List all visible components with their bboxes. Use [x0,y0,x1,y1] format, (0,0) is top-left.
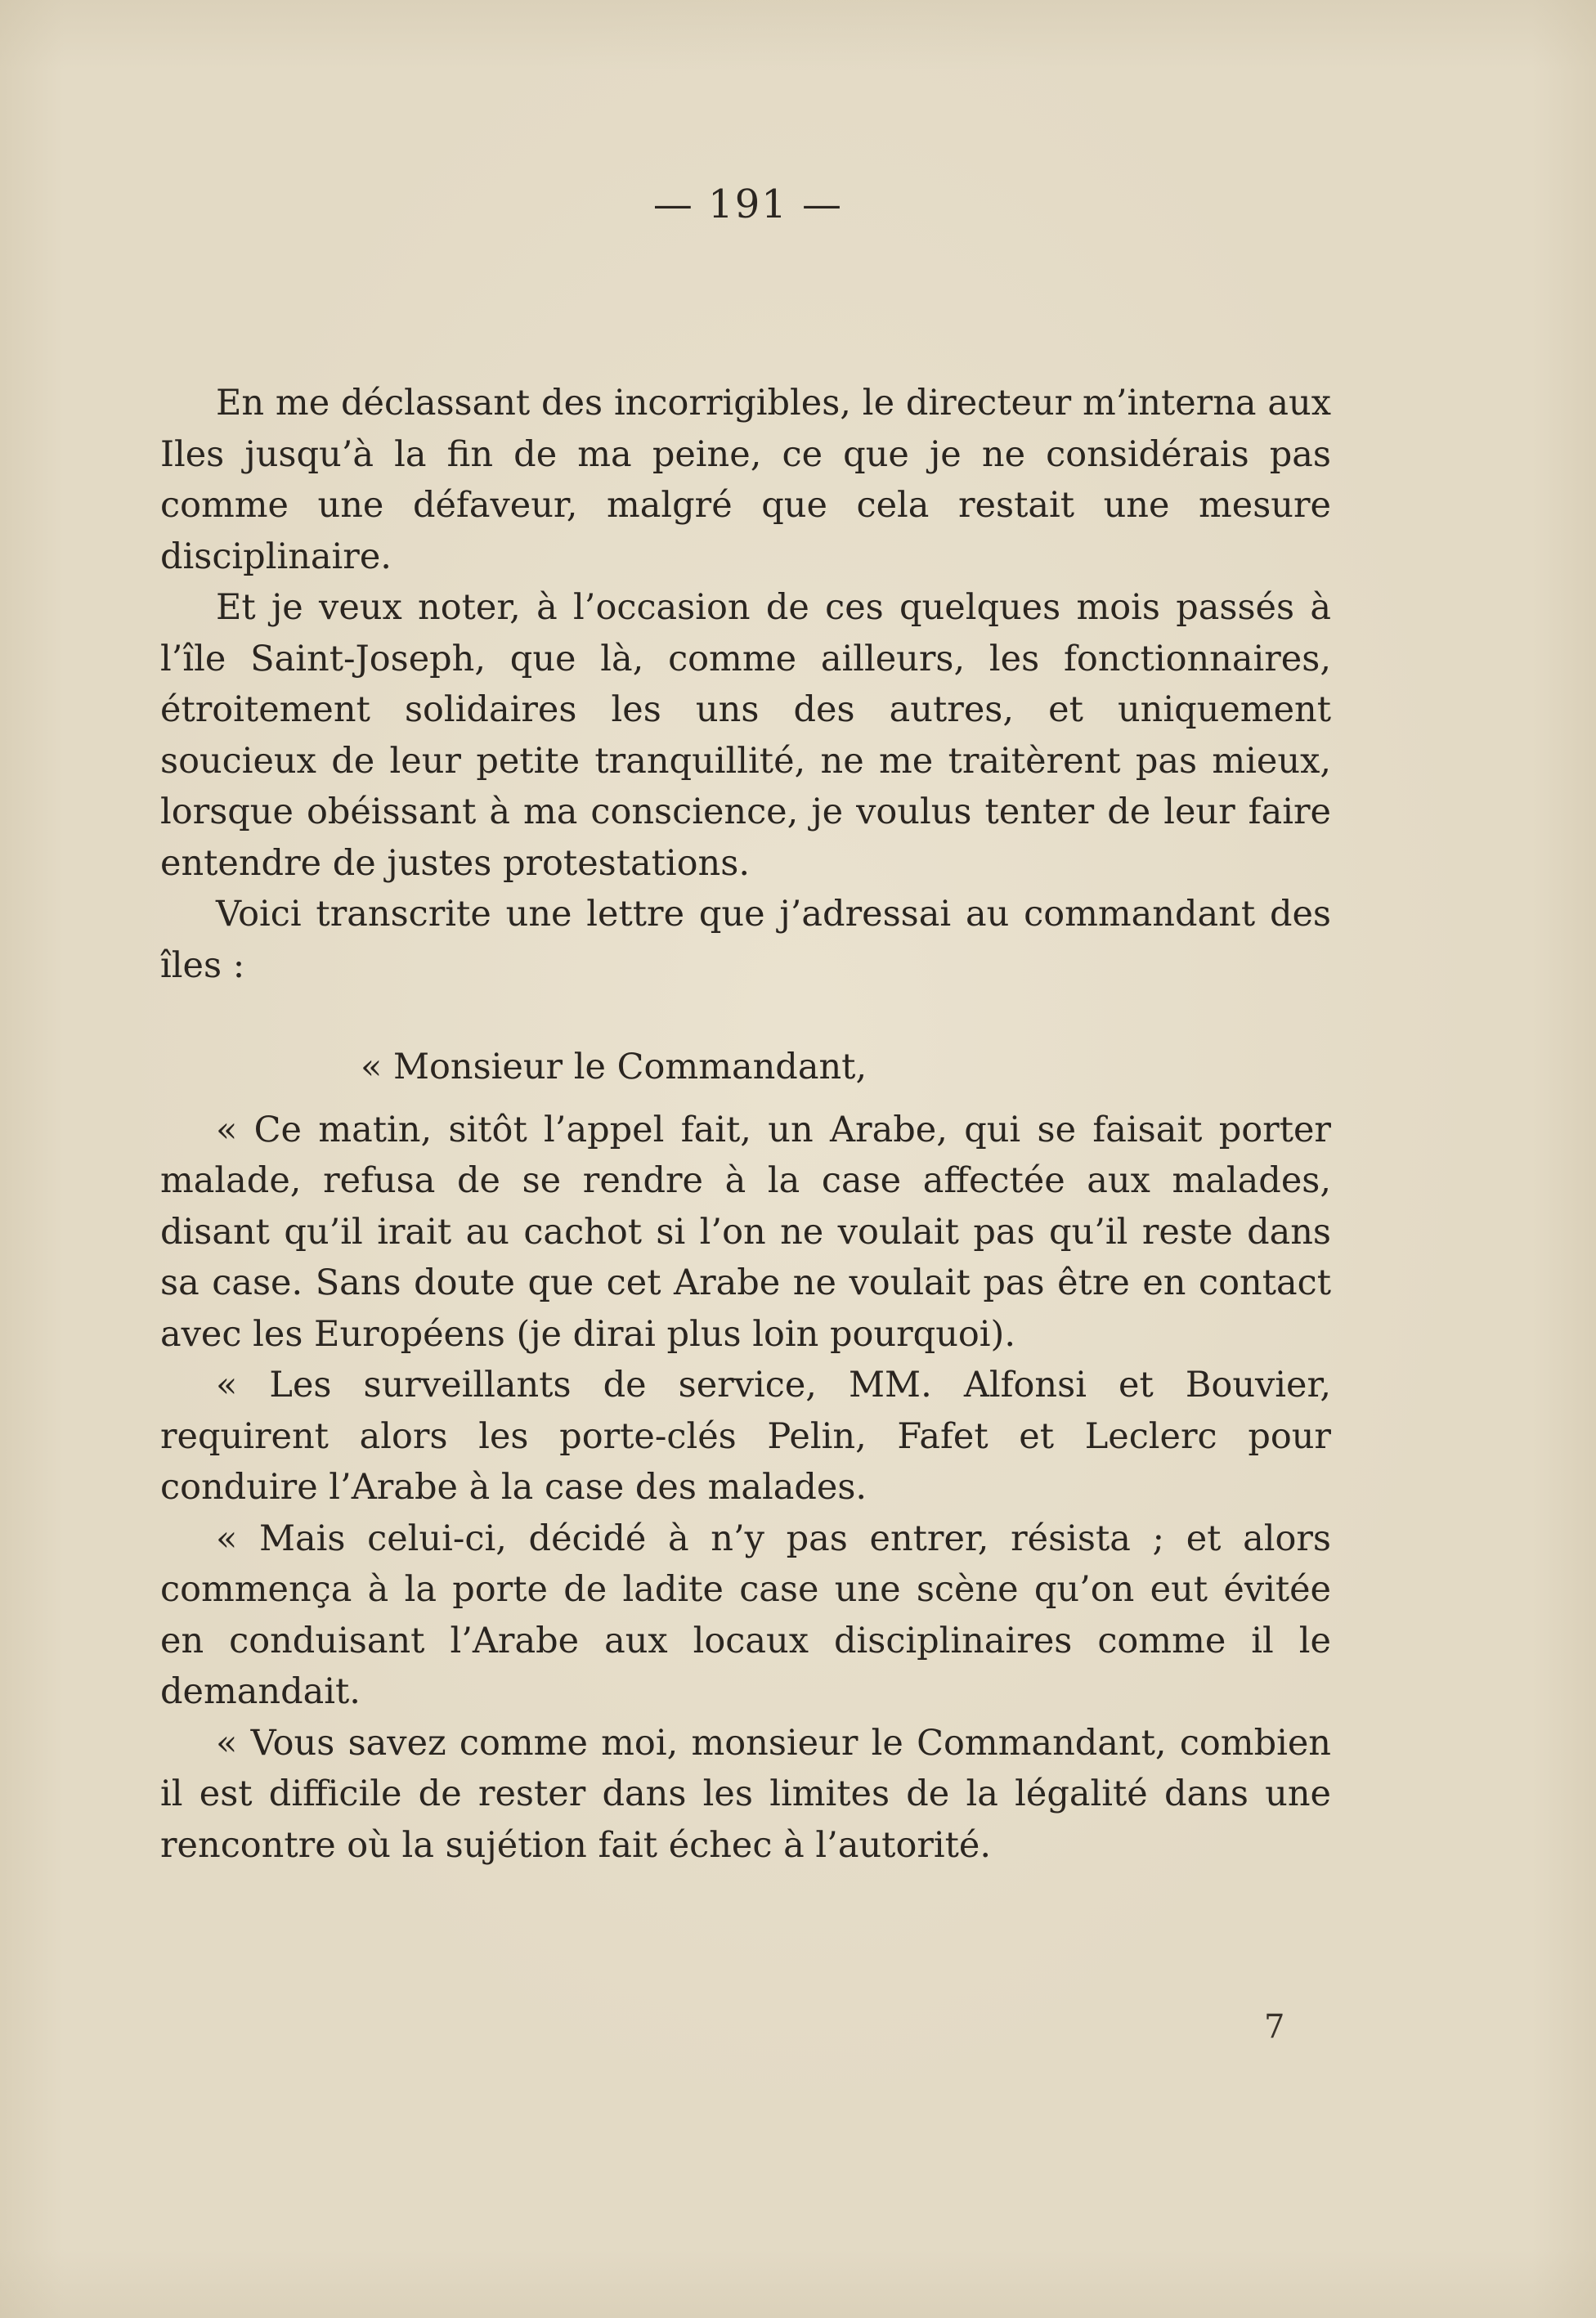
page-body [160,378,1331,1871]
letter-paragraph: « Vous savez comme moi, monsieur le Commandant, combien il est difficile de rester dans les limites de la légalité dans une rencontre où la sujétion fait échec à l’autorité. [160,1722,1331,1866]
letter-paragraph: « Ce matin, sitôt l’appel fait, un Arabe, qui se faisait porter malade, refusa de se rendre à la case affectée aux malades, disant qu’il irait au cachot si l’on ne voulait pas qu’il reste dans sa case. Sans doute que cet Arabe ne voulait pas être en contact avec les Européens (je dirai plus loin pourquoi). [160,1109,1331,1355]
letter-paragraph: « Mais celui-ci, décidé à n’y pas entrer, résista ; et alors commença à la porte de ladite case une scène qu’on eut évitée en conduisant l’Arabe aux locaux disciplinaires comme il le demandait. [160,1518,1331,1712]
signature-mark: 7 [1264,2008,1285,2046]
paragraph-ile-saint-joseph: Et je veux noter, à l’occasion de ces quelques mois passés à l’île Saint-Joseph, que là, comme ailleurs, les fonctionnaires, étroitement solidaires les uns des autres, et uniquement soucieux de leur petite tranquillité, ne me traitèrent pas mieux, lorsque obéissant à ma conscience, je voulus tenter de leur faire entendre de justes protestations. [160,587,1331,884]
letter-paragraph: « Les surveillants de service, MM. Alfonsi et Bouvier, requirent alors les porte-clés Pelin, Fafet et Leclerc pour conduire l’Arabe à la case des malades. [160,1365,1331,1508]
letter-salutation: « Monsieur le Commandant, [361,1047,867,1087]
page-number: — 191 — [652,182,844,227]
paragraph-lettre-intro: Voici transcrite une lettre que j’adressai au commandant des îles : [160,894,1331,986]
paragraph-declassement: En me déclassant des incorrigibles, le directeur m’interna aux Iles jusqu’à la fin de ma peine, ce que je ne considérais pas comme une défaveur, malgré que cela restait une mesure disciplinaire. [160,383,1331,577]
